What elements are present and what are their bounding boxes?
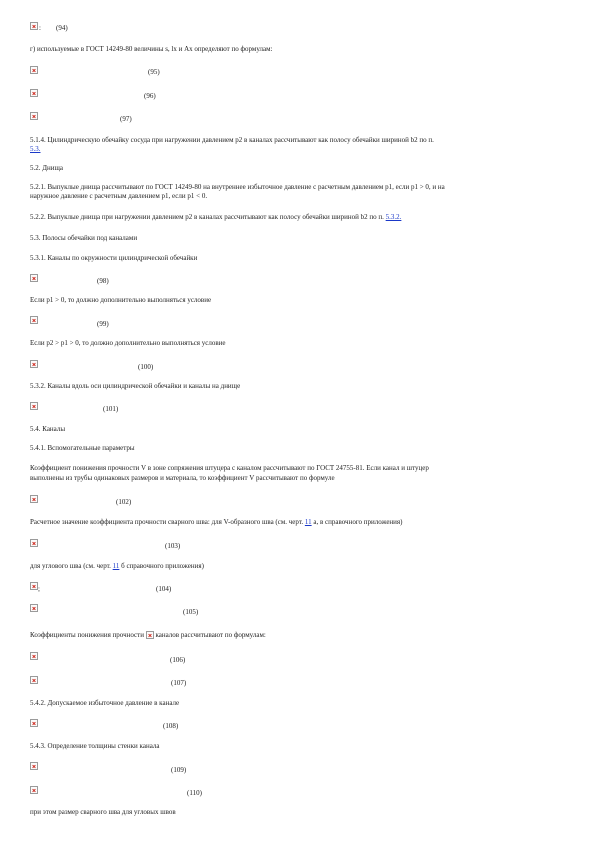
- paragraph-5-3-1: 5.3.1. Каналы по окружности цилиндрической обечайки: [30, 254, 198, 262]
- link-5-3[interactable]: 5.3.: [30, 145, 41, 153]
- paragraph-condition-2: Если p2 > p1 > 0, то должно дополнительно выполняться условие: [30, 339, 226, 347]
- equation-number-104: (104): [156, 585, 172, 593]
- formula-97-image-icon: [30, 112, 38, 120]
- paragraph-coefficients-text-a: Коэффициенты понижения прочности: [30, 631, 144, 639]
- equation-number-105: (105): [183, 608, 199, 616]
- equation-number-102: (102): [116, 498, 132, 506]
- inline-formula-image-icon: [146, 631, 154, 639]
- equation-number-100: (100): [138, 363, 154, 371]
- formula-106-image-icon: [30, 652, 38, 660]
- formula-103-image-icon: [30, 539, 38, 547]
- paragraph-corner-weld: [30, 562, 204, 571]
- equation-number-101: (101): [103, 405, 119, 413]
- formula-104-prefix: ;: [38, 585, 40, 593]
- paragraph-5-3-2: 5.3.2. Каналы вдоль оси цилиндрической обечайки и каналы на днище: [30, 382, 241, 390]
- heading-5-3: 5.3. Полосы обечайки под каналами: [30, 234, 138, 242]
- paragraph-5-2-2-text: 5.2.2. Выпуклые днища при нагружении давлением p2 в каналах рассчитывают как полосу обечайки шириной b2 по п.: [30, 213, 384, 221]
- equation-number-107: (107): [171, 679, 187, 687]
- formula-110-image-icon: [30, 786, 38, 794]
- paragraph-5-4-2: 5.4.2. Допускаемое избыточное давление в канале: [30, 699, 180, 707]
- link-drawing-11-b[interactable]: 11: [112, 562, 120, 570]
- equation-number-103: (103): [165, 542, 181, 550]
- paragraph-weld-text-b: а, в справочного приложения): [313, 518, 403, 526]
- equation-number-96: (96): [144, 92, 156, 100]
- equation-number-106: (106): [170, 656, 186, 664]
- equation-number-98: (98): [97, 277, 109, 285]
- paragraph-last: при этом размер сварного шва для угловых швов: [30, 808, 176, 816]
- formula-95-image-icon: [30, 66, 38, 74]
- paragraph-5-1-4-link-line: [30, 145, 41, 154]
- heading-5-2: 5.2. Днища: [30, 164, 64, 172]
- equation-number-108: (108): [163, 722, 179, 730]
- paragraph-corner-text-b: б справочного приложения): [121, 562, 204, 570]
- formula-102-image-icon: [30, 495, 38, 503]
- formula-96-image-icon: [30, 89, 38, 97]
- link-5-3-2[interactable]: 5.3.2.: [385, 213, 402, 221]
- paragraph-coefficient-line2: выполнены из трубы одинаковых размеров и материала, то коэффициент V рассчитывают по формуле: [30, 474, 335, 482]
- paragraph-5-2-2: [30, 213, 401, 222]
- paragraph-condition-1: Если p1 > 0, то должно дополнительно выполняться условие: [30, 296, 212, 304]
- formula-109-image-icon: [30, 762, 38, 770]
- equation-number-109: (109): [171, 766, 187, 774]
- paragraph-5-2-1-line1: 5.2.1. Выпуклые днища рассчитывают по ГОСТ 14249-80 на внутреннее избыточное давление с расчетным давлением p1, если p1 > 0, и на: [30, 183, 445, 191]
- formula-104-image-icon: [30, 582, 38, 590]
- equation-number-94: (94): [56, 24, 68, 32]
- paragraph-g: г) используемые в ГОСТ 14249-80 величины s, lx и Ax определяют по формулам:: [30, 45, 273, 53]
- paragraph-coefficients: [30, 631, 266, 640]
- link-drawing-11-a[interactable]: 11: [304, 518, 312, 526]
- equation-number-99: (99): [97, 320, 109, 328]
- formula-105-image-icon: [30, 604, 38, 612]
- paragraph-weld-text-a: Расчетное значение коэффициента прочности сварного шва: для V-образного шва (см. черт.: [30, 518, 304, 526]
- formula-100-image-icon: [30, 360, 38, 368]
- equation-number-97: (97): [120, 115, 132, 123]
- equation-number-95: (95): [148, 68, 160, 76]
- heading-5-4: 5.4. Каналы: [30, 425, 66, 433]
- paragraph-5-2-1-line2: наружное давление с расчетным давлением p1, если p1 < 0.: [30, 192, 208, 200]
- paragraph-coefficient-line1: Коэффициент понижения прочности V в зоне сопряжения штуцера с каналом рассчитывают по ГОСТ 24755-81. Если канал и штуцер: [30, 464, 429, 472]
- paragraph-5-4-3: 5.4.3. Определение толщины стенки канала: [30, 742, 160, 750]
- formula-101-image-icon: [30, 402, 38, 410]
- paragraph-coefficients-text-b: каналов рассчитывают по формулам:: [155, 631, 266, 639]
- paragraph-corner-text-a: для углового шва (см. черт.: [30, 562, 111, 570]
- formula-94-prefix: :: [39, 24, 41, 32]
- formula-108-image-icon: [30, 719, 38, 727]
- formula-94-image-icon: [30, 22, 38, 30]
- formula-107-image-icon: [30, 676, 38, 684]
- paragraph-5-4-1: 5.4.1. Вспомогательные параметры: [30, 444, 135, 452]
- formula-99-image-icon: [30, 316, 38, 324]
- equation-number-110: (110): [187, 789, 202, 797]
- paragraph-5-1-4: 5.1.4. Цилиндрическую обечайку сосуда при нагружении давлением p2 в каналах рассчитывают как полосу обечайки шириной b2 по п.: [30, 136, 434, 144]
- formula-98-image-icon: [30, 274, 38, 282]
- paragraph-weld: [30, 518, 402, 527]
